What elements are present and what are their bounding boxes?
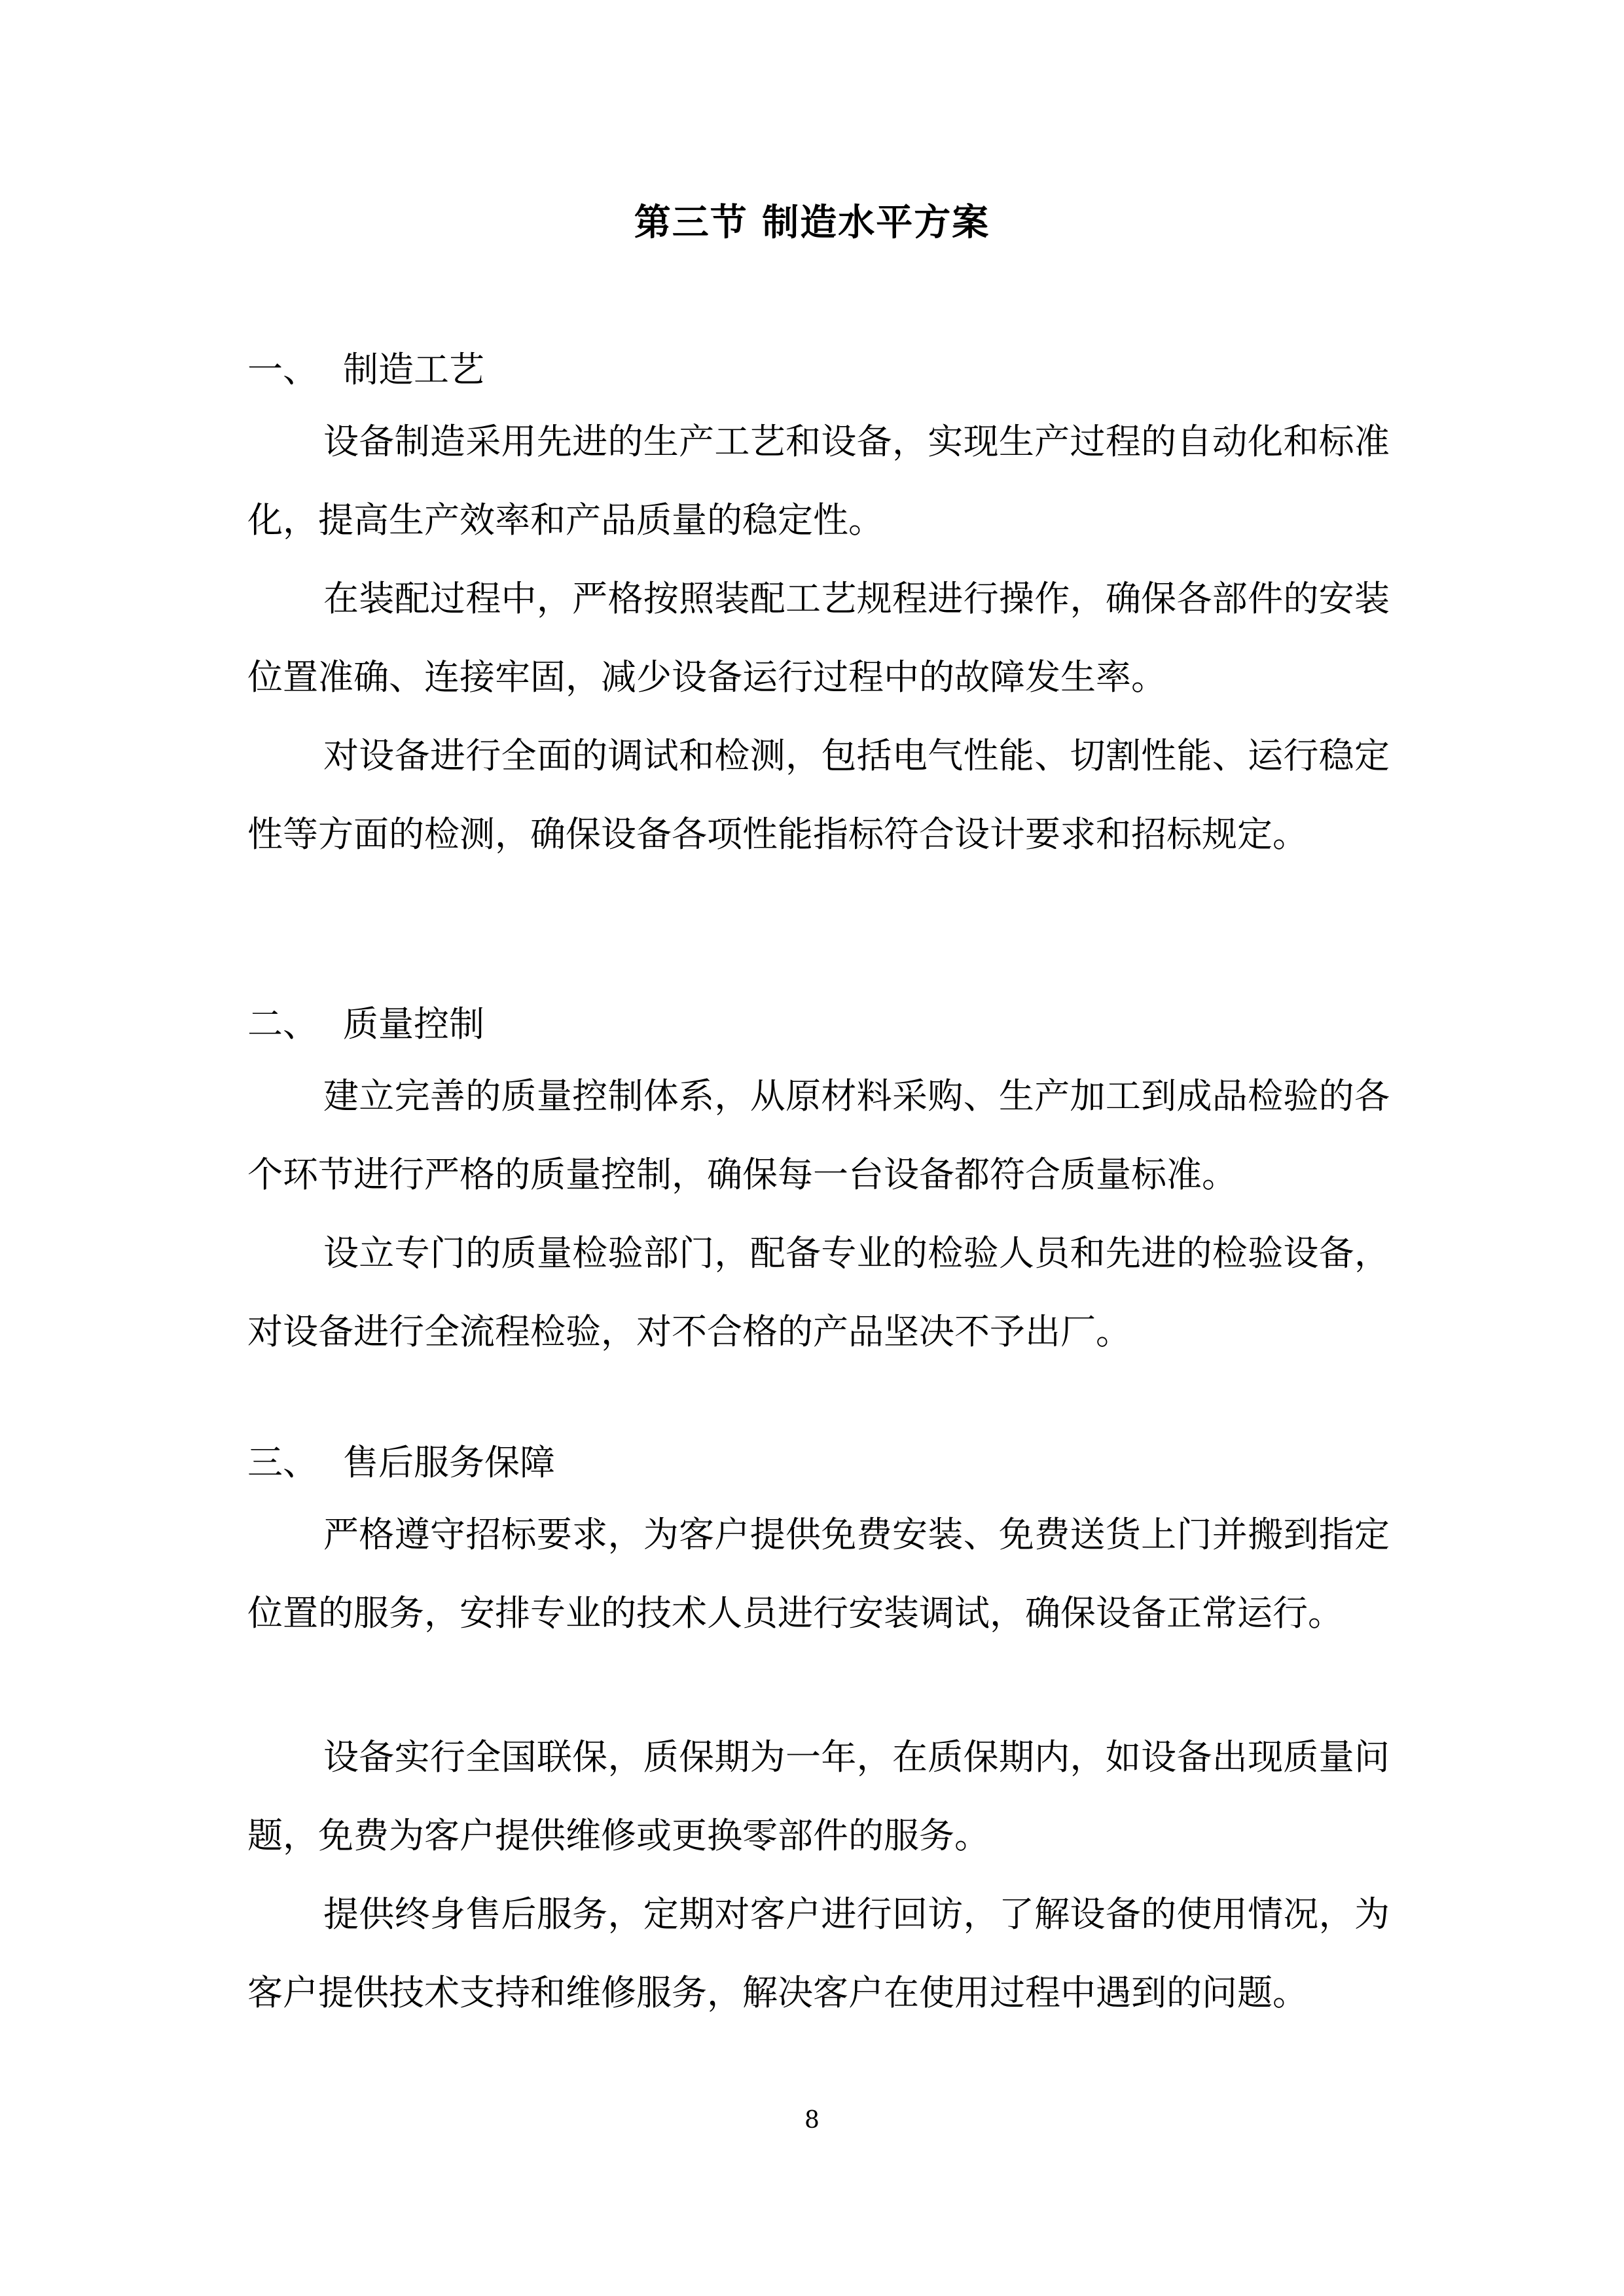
paragraph: 设备制造采用先进的生产工艺和设备，实现生产过程的自动化和标准化，提高生产效率和产品质量的稳定性。 (247, 421, 1390, 541)
paragraph: 对设备进行全面的调试和检测，包括电气性能、切割性能、运行稳定性等方面的检测，确保设备各项性能指标符合设计要求和招标规定。 (247, 735, 1390, 855)
paragraph: 严格遵守招标要求，为客户提供免费安装、免费送货上门并搬到指定位置的服务，安排专业的技术人员进行安装调试，确保设备正常运行。 (247, 1514, 1390, 1634)
paragraph: 设备实行全国联保，质保期为一年，在质保期内，如设备出现质量问题，免费为客户提供维修或更换零部件的服务。 (247, 1736, 1390, 1856)
section-heading-quality-control (247, 998, 484, 1050)
section-heading-after-sales-service (247, 1437, 555, 1489)
paragraph: 建立完善的质量控制体系，从原材料采购、生产加工到成品检验的各个环节进行严格的质量控制，确保每一台设备都符合质量标准。 (247, 1075, 1390, 1195)
paragraph: 在装配过程中，严格按照装配工艺规程进行操作，确保各部件的安装位置准确、连接牢固，减少设备运行过程中的故障发生率。 (247, 578, 1390, 698)
paragraph: 提供终身售后服务，定期对客户进行回访，了解设备的使用情况，为客户提供技术支持和维修服务，解决客户在使用过程中遇到的问题。 (247, 1893, 1390, 2013)
section-number: 一、 (247, 349, 318, 390)
section-number: 三、 (247, 1442, 318, 1483)
section-number: 二、 (247, 1003, 318, 1045)
section-heading-text: 制造工艺 (343, 349, 484, 390)
section-heading-text: 售后服务保障 (343, 1442, 555, 1483)
page-number: 8 (804, 2107, 820, 2134)
page-title: 第三节 制造水平方案 (634, 201, 990, 244)
section-heading-manufacturing-process (247, 344, 484, 396)
paragraph: 设立专门的质量检验部门，配备专业的检验人员和先进的检验设备，对设备进行全流程检验，对不合格的产品坚决不予出厂。 (247, 1232, 1390, 1352)
section-heading-text: 质量控制 (343, 1003, 484, 1045)
